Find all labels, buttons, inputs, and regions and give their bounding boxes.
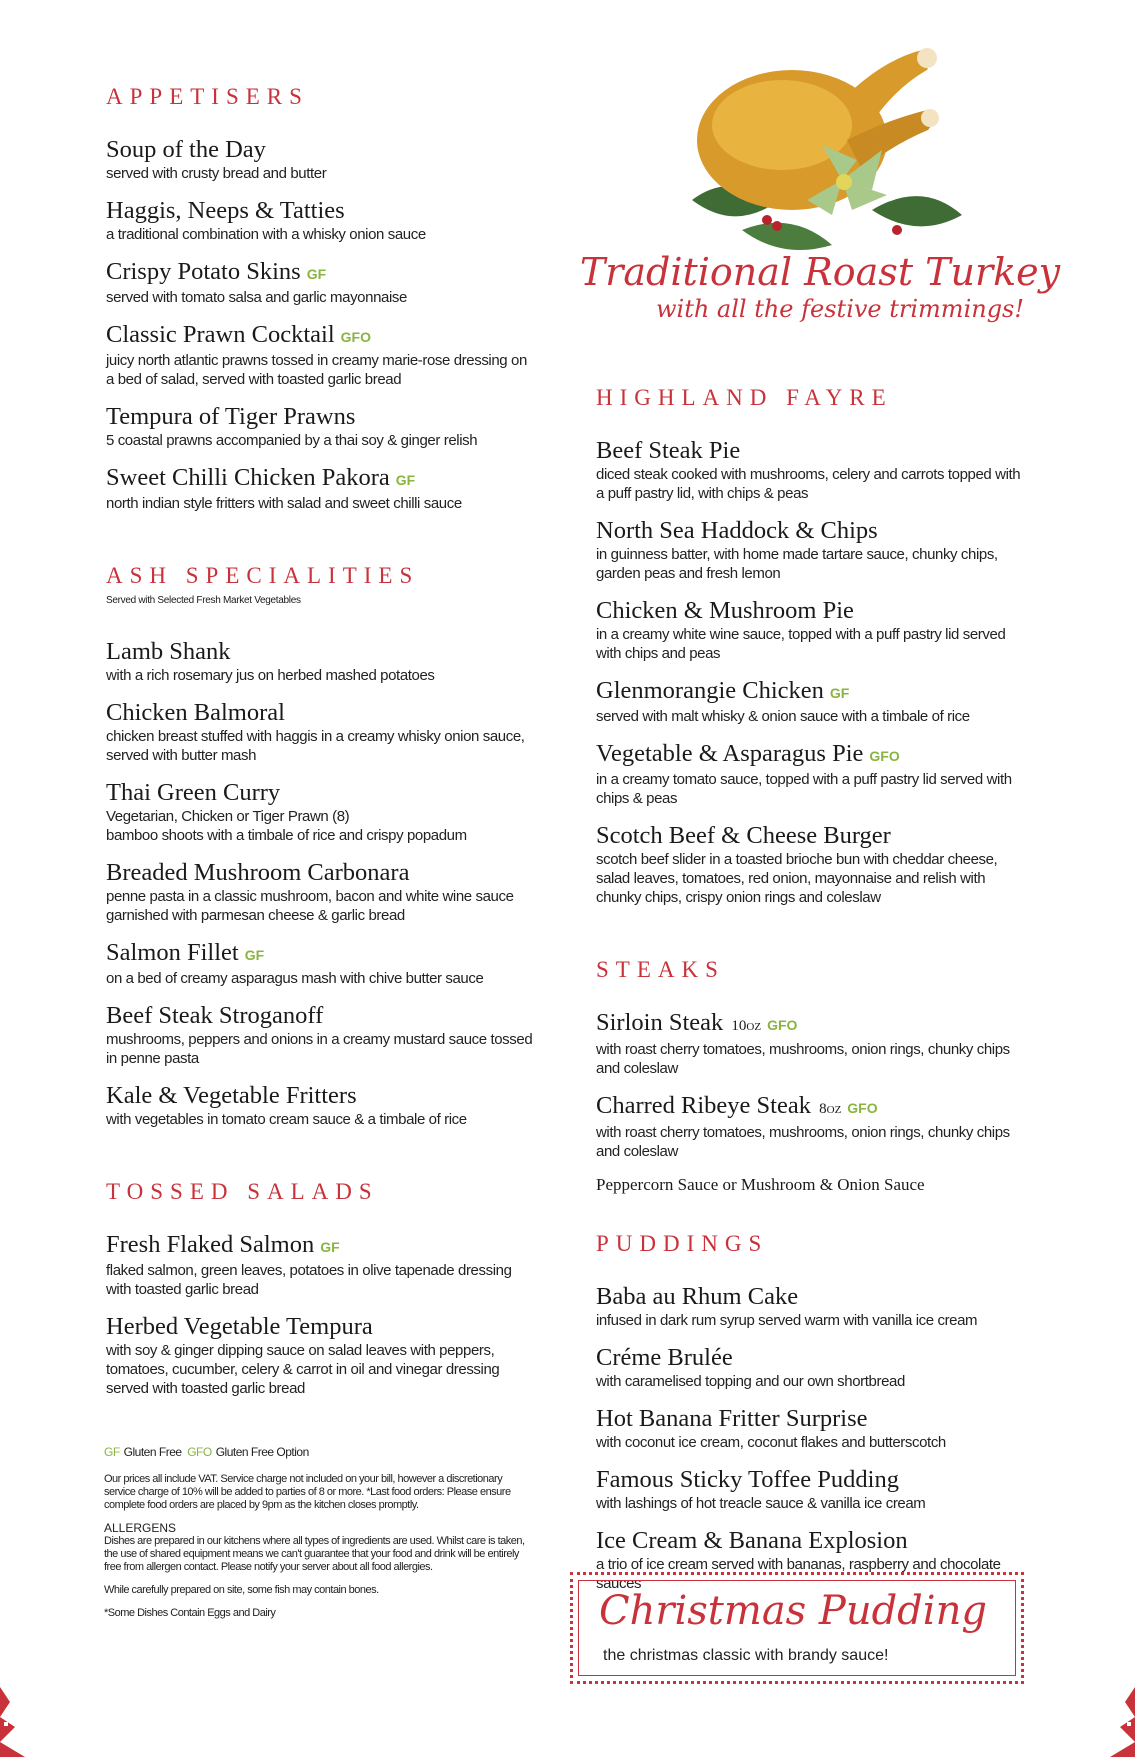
menu-item-name: Scotch Beef & Cheese Burger — [596, 822, 891, 849]
menu-item-description: with roast cherry tomatoes, mushrooms, onion rings, chunky chips and coleslaw — [596, 1041, 1010, 1077]
section-subtitle: Served with Selected Fresh Market Vegetables — [106, 595, 301, 606]
menu-item-name-row — [106, 779, 536, 807]
gluten-tag: GF — [244, 947, 265, 963]
menu-item-name: Herbed Vegetable Tempura — [106, 1313, 373, 1340]
bones-note: While carefully prepared on site, some fish may contain bones. — [104, 1584, 379, 1596]
menu-item — [106, 321, 536, 389]
gluten-tag: GFO — [340, 329, 371, 345]
menu-item-name-row — [596, 822, 1026, 850]
legend-gf-tag: GF — [104, 1445, 120, 1459]
menu-item-description: flaked salmon, green leaves, potatoes in olive tapenade dressing with toasted garlic bread — [106, 1262, 512, 1298]
menu-item — [596, 437, 1026, 503]
menu-item-description: scotch beef slider in a toasted brioche bun with cheddar cheese, salad leaves, tomatoes, red onion, mayonnaise and relish with chunky chips, crispy onion rings and coleslaw — [596, 851, 998, 906]
menu-item-description: with caramelised topping and our own shortbread — [596, 1373, 905, 1390]
menu-item — [106, 939, 536, 988]
menu-item-name-row — [596, 597, 1026, 625]
menu-item-description: with a rich rosemary jus on herbed mashed potatoes — [106, 667, 435, 684]
menu-item-description: served with tomato salsa and garlic mayonnaise — [106, 289, 407, 306]
section-salads — [106, 1179, 536, 1398]
menu-item-description: juicy north atlantic prawns tossed in creamy marie-rose dressing on a bed of salad, served with toasted garlic bread — [106, 352, 527, 388]
gluten-tag: GF — [320, 1239, 340, 1255]
menu-item-name: Soup of the Day — [106, 136, 266, 163]
menu-item-name-row — [106, 258, 536, 288]
menu-item-name: Thai Green Curry — [106, 779, 281, 806]
steak-sauces: Peppercorn Sauce or Mushroom & Onion Sauce — [596, 1175, 925, 1194]
menu-item-name: Haggis, Neeps & Tatties — [106, 197, 345, 224]
menu-item-description: in a creamy tomato sauce, topped with a puff pastry lid served with chips & peas — [596, 771, 1012, 807]
menu-item-description: a traditional combination with a whisky onion sauce — [106, 226, 426, 243]
christmas-pudding-box — [570, 1572, 1024, 1684]
menu-item-name: Tempura of Tiger Prawns — [106, 403, 356, 430]
menu-item — [596, 1405, 1026, 1452]
legend-gf-text: Gluten Free — [123, 1445, 182, 1459]
menu-item — [596, 597, 1026, 663]
menu-item — [596, 517, 1026, 583]
menu-item-name-row — [596, 1283, 1026, 1311]
menu-item-name: North Sea Haddock & Chips — [596, 517, 878, 544]
menu-item-name-row — [106, 939, 536, 969]
menu-item-description: infused in dark rum syrup served warm with vanilla ice cream — [596, 1312, 978, 1329]
menu-item-name-row — [596, 1009, 1026, 1040]
menu-item — [106, 197, 536, 244]
menu-item-name-row — [106, 403, 536, 431]
menu-item — [596, 1009, 1026, 1078]
steaks-list — [596, 1009, 1026, 1161]
menu-item — [596, 1092, 1026, 1161]
menu-item-name-row — [106, 1231, 536, 1261]
knit-pattern-decoration-right — [1095, 1647, 1135, 1757]
menu-item-name: Glenmorangie Chicken — [596, 677, 824, 704]
roast-turkey-illustration — [672, 30, 972, 270]
menu-item — [106, 779, 536, 845]
menu-item — [106, 464, 536, 513]
menu-item-name: Salmon Fillet — [106, 939, 239, 966]
menu-item — [596, 822, 1026, 907]
menu-item-name-row — [596, 1527, 1026, 1555]
right-column — [596, 385, 1026, 1607]
menu-item-name-row — [106, 638, 536, 666]
menu-item-name-row — [106, 136, 536, 164]
menu-item — [106, 859, 536, 925]
salads-list — [106, 1231, 536, 1398]
appetisers-list — [106, 136, 536, 513]
menu-item-description: Vegetarian, Chicken or Tiger Prawn (8) — [106, 808, 350, 825]
menu-item — [596, 1283, 1026, 1330]
section-title: APPETISERS — [106, 84, 309, 109]
footnotes — [104, 1446, 534, 1630]
gluten-tag: GF — [395, 472, 416, 488]
section-puddings — [596, 1231, 1026, 1593]
menu-item-description: with lashings of hot treacle sauce & vanilla ice cream — [596, 1495, 926, 1512]
menu-item-description: a trio of ice cream served with bananas, raspberry and chocolate sauces — [596, 1556, 1001, 1592]
menu-item-description: 5 coastal prawns accompanied by a thai soy & ginger relish — [106, 432, 478, 449]
section-title: TOSSED SALADS — [106, 1179, 379, 1204]
menu-item — [106, 1313, 536, 1398]
menu-item-name-row — [596, 1405, 1026, 1433]
menu-item — [596, 1466, 1026, 1513]
left-column — [106, 84, 536, 1412]
menu-item-description: chicken breast stuffed with haggis in a creamy whisky onion sauce, served with butter mash — [106, 728, 525, 764]
menu-item-description: served with malt whisky & onion sauce with a timbale of rice — [596, 708, 970, 725]
menu-item-name: Créme Brulée — [596, 1344, 733, 1371]
christmas-pudding-title: Christmas Pudding — [599, 1588, 987, 1634]
menu-item-name-row — [596, 517, 1026, 545]
menu-item-name-row — [596, 437, 1026, 465]
allergens-note: Dishes are prepared in our kitchens where all types of ingredients are used. Whilst care is taken, the use of shared equipment means we can't guarantee that your food and drink will be entirely free from allergen contact. Please notify your server about all food allergies. — [104, 1535, 525, 1573]
menu-item — [106, 1002, 536, 1068]
gluten-tag: GF — [829, 685, 850, 701]
gluten-legend — [104, 1446, 534, 1459]
section-appetisers — [106, 84, 536, 513]
menu-item-name-row — [596, 1092, 1026, 1123]
knit-pattern-decoration-left — [0, 1647, 40, 1757]
menu-item-description: with coconut ice cream, coconut flakes and butterscotch — [596, 1434, 946, 1451]
turkey-body-icon — [697, 48, 939, 210]
menu-item-name-row — [596, 740, 1026, 770]
header-title-line1: Traditional Roast Turkey — [579, 250, 1061, 294]
section-title: STEAKS — [596, 957, 725, 982]
header-script-title — [560, 250, 1080, 324]
menu-item-description: with soy & ginger dipping sauce on salad leaves with peppers, tomatoes, cucumber, celery & carrot in oil and vinegar dressing served with toasted garlic bread — [106, 1342, 500, 1397]
gluten-tag: GF — [306, 266, 327, 282]
section-highland — [596, 385, 1026, 907]
menu-item — [106, 403, 536, 450]
menu-item — [106, 638, 536, 685]
menu-item-description: with roast cherry tomatoes, mushrooms, onion rings, chunky chips and coleslaw — [596, 1124, 1010, 1160]
section-title: ASH SPECIALITIES — [106, 563, 420, 588]
menu-item-description: mushrooms, peppers and onions in a creamy mustard sauce tossed in penne pasta — [106, 1031, 533, 1067]
menu-item-name-row — [596, 1344, 1026, 1372]
menu-item-name: Beef Steak Stroganoff — [106, 1002, 324, 1029]
highland-list — [596, 437, 1026, 907]
menu-item-name: Beef Steak Pie — [596, 437, 741, 464]
header-title-line2: with all the festive trimmings! — [655, 295, 1025, 323]
menu-item-name: Baba au Rhum Cake — [596, 1283, 799, 1310]
gluten-tag: GFO — [847, 1100, 878, 1116]
menu-item-name: Crispy Potato Skins — [106, 258, 301, 285]
menu-item-name: Lamb Shank — [106, 638, 231, 665]
menu-item-description: bamboo shoots with a timbale of rice and crispy popadum — [106, 827, 467, 844]
menu-item — [106, 136, 536, 183]
menu-item-description: in guinness batter, with home made tartare sauce, chunky chips, garden peas and fresh lemon — [596, 546, 998, 582]
section-steaks — [596, 957, 1026, 1195]
legend-gfo-tag: GFO — [187, 1445, 212, 1459]
allergens-heading: ALLERGENS — [104, 1521, 177, 1535]
gluten-tag: GFO — [869, 748, 900, 764]
gluten-tag: GFO — [767, 1017, 798, 1033]
menu-item-name: Sweet Chilli Chicken Pakora — [106, 464, 390, 491]
menu-item-name: Hot Banana Fritter Surprise — [596, 1405, 868, 1432]
menu-item-name: Famous Sticky Toffee Pudding — [596, 1466, 899, 1493]
menu-item-name-row — [596, 1466, 1026, 1494]
menu-item-description: with vegetables in tomato cream sauce & a timbale of rice — [106, 1111, 467, 1128]
menu-item — [596, 677, 1026, 726]
eggs-note: *Some Dishes Contain Eggs and Dairy — [104, 1607, 276, 1619]
menu-item-name: Charred Ribeye Steak — [596, 1092, 811, 1119]
christmas-pudding-desc: the christmas classic with brandy sauce! — [603, 1647, 889, 1664]
menu-item-description: penne pasta in a classic mushroom, bacon and white wine sauce garnished with parmesan cheese & garlic bread — [106, 888, 514, 924]
menu-item-name: Ice Cream & Banana Explosion — [596, 1527, 908, 1554]
menu-item-description: in a creamy white wine sauce, topped with a puff pastry lid served with chips and peas — [596, 626, 1006, 662]
menu-item — [106, 699, 536, 765]
menu-item-size: 10oz — [731, 1018, 762, 1034]
menu-item-name-row — [106, 197, 536, 225]
menu-item-name-row — [106, 1082, 536, 1110]
menu-item — [596, 1344, 1026, 1391]
menu-item-description: north indian style fritters with salad and sweet chilli sauce — [106, 495, 462, 512]
menu-item — [596, 740, 1026, 808]
menu-item-name-row — [106, 699, 536, 727]
menu-item-name: Chicken & Mushroom Pie — [596, 597, 854, 624]
pricing-note: Our prices all include VAT. Service charge not included on your bill, however a discretionary service charge of 10% will be added to parties of 8 or more. *Last food orders: Please ensure complete food orders are placed by 9pm as the kitchen closes promptly. — [104, 1473, 511, 1511]
section-title: PUDDINGS — [596, 1231, 769, 1256]
menu-item-name-row — [106, 1002, 536, 1030]
menu-item-name: Chicken Balmoral — [106, 699, 285, 726]
menu-item-size: 8oz — [819, 1101, 842, 1117]
menu-item — [106, 258, 536, 307]
section-specialities — [106, 563, 536, 1129]
menu-item-description: diced steak cooked with mushrooms, celery and carrots topped with a puff pastry lid, with chips & peas — [596, 466, 1021, 502]
menu-item-name-row — [106, 1313, 536, 1341]
menu-item-name: Breaded Mushroom Carbonara — [106, 859, 410, 886]
menu-item — [106, 1082, 536, 1129]
puddings-list — [596, 1283, 1026, 1593]
legend-gfo-text: Gluten Free Option — [215, 1445, 309, 1459]
menu-item-name-row — [106, 859, 536, 887]
menu-item-description: on a bed of creamy asparagus mash with chive butter sauce — [106, 970, 484, 987]
menu-item-name: Classic Prawn Cocktail — [106, 321, 335, 348]
menu-item-name: Sirloin Steak — [596, 1009, 724, 1036]
section-title: HIGHLAND FAYRE — [596, 385, 893, 410]
menu-item-name-row — [106, 321, 536, 351]
menu-item-name-row — [596, 677, 1026, 707]
specialities-list — [106, 638, 536, 1129]
menu-item-name: Vegetable & Asparagus Pie — [596, 740, 864, 767]
menu-item-name: Kale & Vegetable Fritters — [106, 1082, 357, 1109]
menu-item-name-row — [106, 464, 536, 494]
menu-item — [106, 1231, 536, 1299]
menu-item-description: served with crusty bread and butter — [106, 165, 327, 182]
menu-item-name: Fresh Flaked Salmon — [106, 1231, 315, 1258]
